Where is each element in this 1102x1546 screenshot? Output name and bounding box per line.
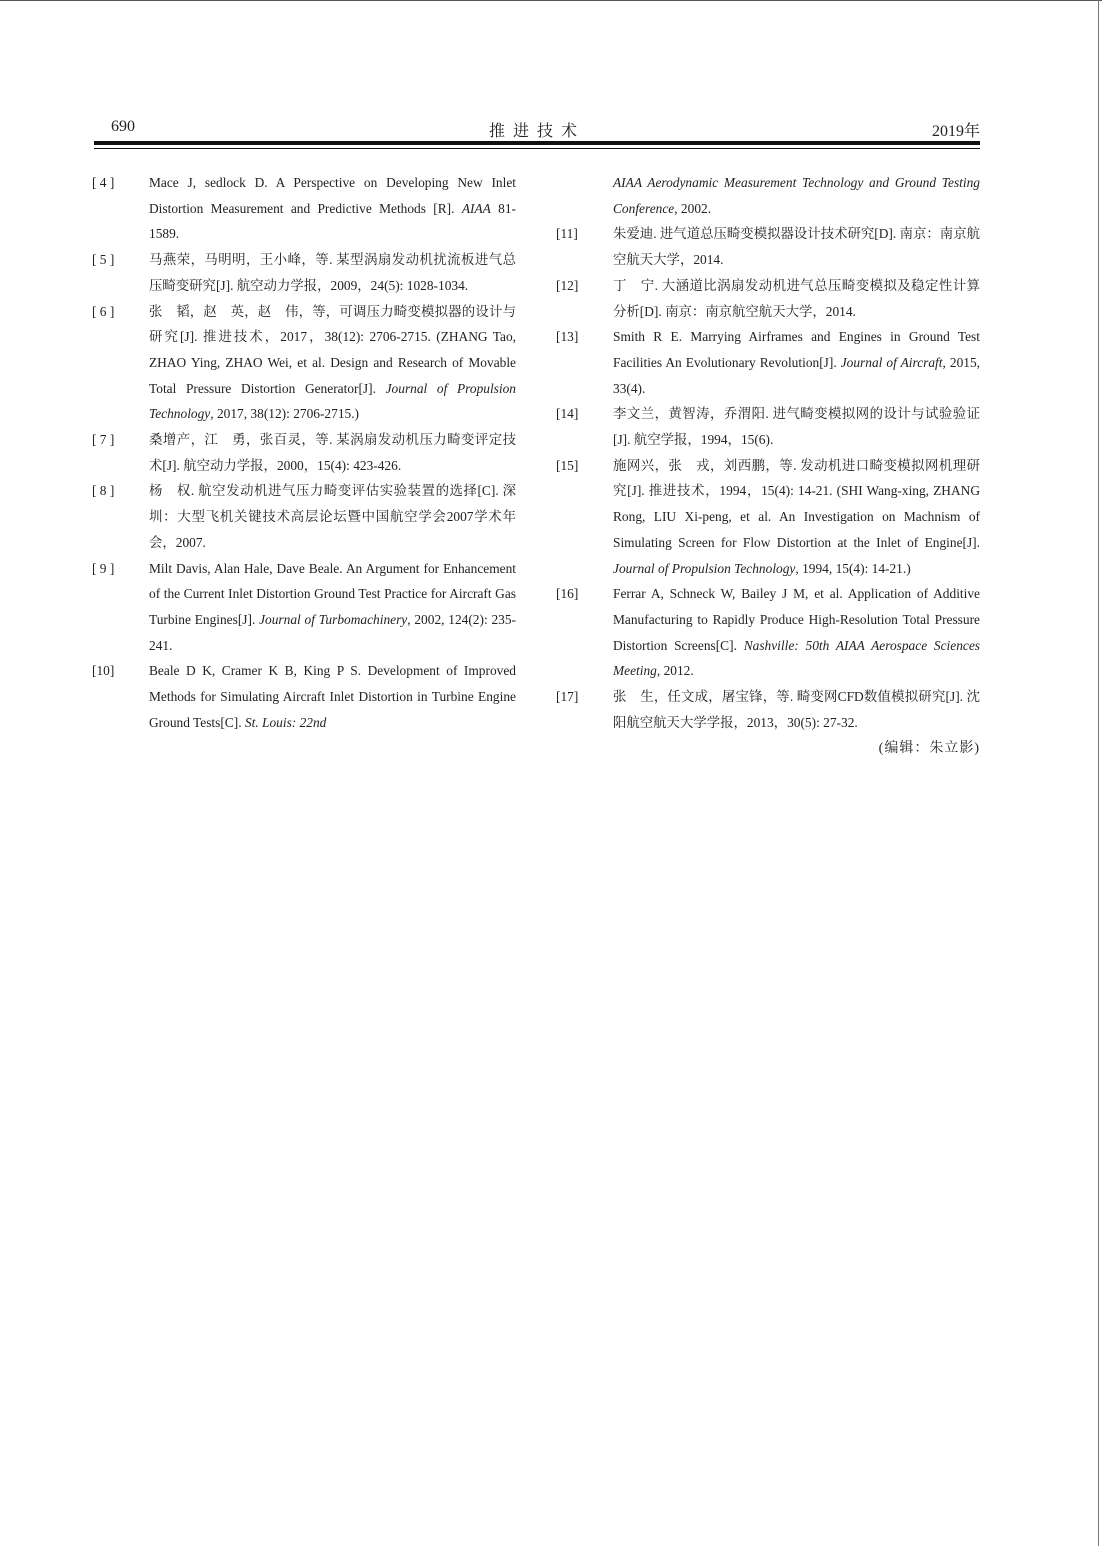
reference-text: , 2002, 124(2): 235-241. xyxy=(149,611,516,653)
reference-text: 李文兰，黄智涛，乔渭阳. 进气畸变模拟网的设计与试验验证[J]. 航空学报，1994，15(6). xyxy=(613,406,980,448)
reference-text: 杨 权. 航空发动机进气压力畸变评估实验装置的选择[C]. 深圳：大型飞机关键技术高层论坛暨中国航空学会2007学术年会，2007. xyxy=(149,483,516,550)
reference-text: 丁 宁. 大涵道比涡扇发动机进气总压畸变模拟及稳定性计算分析[D]. 南京：南京航空航天大学，2014. xyxy=(613,277,980,319)
reference-number: [ 7 ] xyxy=(92,432,115,448)
reference-text: 81-1589. xyxy=(149,200,516,242)
reference-text: , 1994, 15(4): 14-21.) xyxy=(795,560,911,576)
reference-text: 桑增产，江 勇，张百灵，等. 某涡扇发动机压力畸变评定技术[J]. 航空动力学报，2000，15(4): 423-426. xyxy=(149,432,516,473)
reference-10-continuation xyxy=(556,170,980,221)
reference-text: , 2017, 38(12): 2706-2715.) xyxy=(210,406,360,422)
reference-entry xyxy=(92,427,516,478)
reference-number: [11] xyxy=(556,226,578,242)
reference-number: [ 8 ] xyxy=(92,483,115,499)
journal-title: 推进技术 xyxy=(488,123,585,140)
reference-text: 施网兴，张 戎，刘西鹏，等. 发动机进口畸变模拟网机理研究[J]. 推进技术，1994，15(4): 14-21. (SHI Wang-xing, ZHANG Rong, LIU Xi-peng, et al. An Investigation on Machnism of Simulating Screen for Flow Distortion at the Inlet of Engine[J]. xyxy=(613,457,980,550)
reference-text: , 2002. xyxy=(674,200,712,216)
reference-number: [ 9 ] xyxy=(92,560,115,576)
page-number: 690 xyxy=(111,118,135,135)
page-top-edge xyxy=(0,0,1102,1)
reference-entry xyxy=(92,478,516,555)
reference-entry xyxy=(92,247,516,298)
reference-entry xyxy=(556,453,980,582)
reference-text: 朱爱迪. 进气道总压畸变模拟器设计技术研究[D]. 南京：南京航空航天大学，2014. xyxy=(613,226,980,268)
reference-italic-text: Journal of Aircraft xyxy=(840,354,943,370)
reference-number: [17] xyxy=(556,689,579,705)
reference-entry xyxy=(92,170,516,247)
reference-entry xyxy=(556,273,980,324)
header-rule-thin xyxy=(94,148,980,149)
reference-entry xyxy=(92,299,516,428)
reference-number: [ 5 ] xyxy=(92,252,115,268)
reference-text: Ferrar A, Schneck W, Bailey J M, et al. Application of Additive Manufacturing to Rapidly Produce High-Resolution Total Pressure Distortion Screens[C]. xyxy=(613,586,980,653)
references-left-column xyxy=(92,170,516,735)
reference-entry xyxy=(556,324,980,401)
running-header xyxy=(94,116,980,140)
reference-number: [ 4 ] xyxy=(92,175,115,190)
reference-number: [16] xyxy=(556,586,579,602)
reference-italic-text: Journal of Turbomachinery xyxy=(259,611,408,627)
reference-text: Milt Davis, Alan Hale, Dave Beale. An Argument for Enhancement of the Current Inlet Distortion Ground Test Practice for Aircraft Gas Turbine Engines[J]. xyxy=(149,560,516,627)
reference-number: [13] xyxy=(556,329,579,345)
reference-number: [14] xyxy=(556,406,579,422)
reference-italic-text: St. Louis: 22nd xyxy=(244,714,327,730)
reference-number: [15] xyxy=(556,457,579,473)
reference-entry xyxy=(92,556,516,659)
reference-text: Beale D K, Cramer K B, King P S. Development of Improved Methods for Simulating Aircraft Inlet Distortion in Turbine Engine Ground Tests[C]. xyxy=(149,663,516,730)
reference-text: Smith R E. Marrying Airframes and Engines in Ground Test Facilities An Evolutionary Revolution[J]. xyxy=(613,329,980,370)
reference-italic-text: Journal of Propulsion Technology xyxy=(613,560,796,576)
references-right-list xyxy=(556,221,980,735)
reference-number: [ 6 ] xyxy=(92,303,115,319)
reference-italic-text: Journal of Propulsion Technology xyxy=(149,380,516,422)
reference-entry xyxy=(556,401,980,452)
reference-entry xyxy=(92,658,516,735)
reference-text: , 2015, 33(4). xyxy=(613,354,980,396)
reference-entry xyxy=(556,684,980,735)
reference-italic-text: AIAA Aerodynamic Measurement Technology and Ground Testing Conference xyxy=(613,175,980,216)
reference-italic-text: AIAA xyxy=(461,200,491,216)
header-rule-thick xyxy=(94,141,980,145)
reference-entry xyxy=(556,221,980,272)
reference-text: 马燕荣，马明明，王小峰，等. 某型涡扇发动机扰流板进气总压畸变研究[J]. 航空动力学报，2009，24(5): 1028-1034. xyxy=(149,252,516,293)
page-right-edge xyxy=(1098,0,1099,1546)
reference-text: , 2012. xyxy=(656,663,694,679)
reference-number: [12] xyxy=(556,277,579,293)
reference-number: [10] xyxy=(92,663,115,679)
references-right-column xyxy=(556,170,980,762)
reference-entry xyxy=(556,581,980,684)
reference-text: 张 生，任文成，屠宝锋，等. 畸变网CFD数值模拟研究[J]. 沈阳航空航天大学学报，2013，30(5): 27-32. xyxy=(613,689,980,730)
reference-text: Mace J, sedlock D. A Perspective on Developing New Inlet Distortion Measurement and Predictive Methods [R]. xyxy=(149,175,516,216)
editor-note: (编辑：朱立影) xyxy=(878,741,980,757)
publication-year: 2019年 xyxy=(931,123,980,140)
reference-text: 张 韬，赵 英，赵 伟，等，可调压力畸变模拟器的设计与研究[J]. 推进技术，2017，38(12): 2706-2715. (ZHANG Tao, ZHAO Ying, ZHAO Wei, et al. Design and Research of Movable Total Pressure Distortion Generator[J]. xyxy=(149,303,516,396)
reference-italic-text: Nashville: 50th AIAA Aerospace Sciences Meeting xyxy=(613,637,980,679)
